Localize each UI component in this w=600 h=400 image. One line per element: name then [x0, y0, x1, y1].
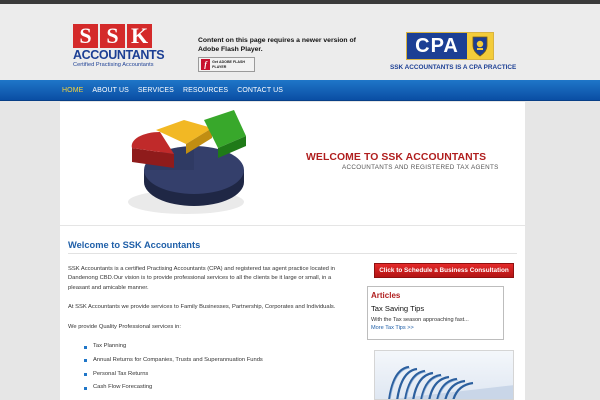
services-paragraph: At SSK Accountants we provide services to Family Businesses, Partnership, Corporates and Individuals.	[68, 304, 336, 311]
flash-player-icon: f	[201, 59, 210, 70]
logo-letters	[73, 24, 155, 48]
page-title: Welcome to SSK Accountants	[68, 240, 201, 250]
flash-notice-text: Content on this page requires a newer version of Adobe Flash Player.	[198, 37, 356, 53]
banner-subtitle: ACCOUNTANTS AND REGISTERED TAX AGENTS	[342, 164, 499, 171]
list-item: Cash Flow Forecasting	[84, 383, 353, 392]
cpa-logo-text: CPA	[407, 33, 467, 59]
logo-letter: S	[100, 24, 125, 48]
pie-chart-graphic	[122, 108, 272, 220]
services-list	[84, 342, 353, 393]
main-column	[68, 265, 353, 397]
flash-notice	[198, 37, 358, 72]
logo-letter: S	[73, 24, 98, 48]
crest-icon	[467, 33, 493, 59]
banner-title: WELCOME TO SSK ACCOUNTANTS	[306, 152, 487, 163]
schedule-consultation-button[interactable]: Click to Schedule a Business Consultation	[374, 263, 514, 278]
articles-heading: Articles	[371, 291, 401, 300]
more-tax-tips-link[interactable]: More Tax Tips >>	[371, 325, 414, 331]
main-navigation	[0, 80, 600, 101]
ssk-logo[interactable]	[73, 23, 165, 70]
cpa-tagline: SSK ACCOUNTANTS IS A CPA PRACTICE	[390, 64, 517, 71]
list-item: Annual Returns for Companies, Trusts and Superannuation Funds	[84, 356, 353, 365]
welcome-banner	[60, 102, 525, 226]
nav-home[interactable]: HOME	[62, 86, 84, 94]
article-title[interactable]: Tax Saving Tips	[371, 304, 425, 313]
sidebar-image	[374, 350, 514, 400]
title-divider	[68, 253, 517, 254]
intro-paragraph: SSK Accountants is a certified Practising Accountants (CPA) and registered tax agent practice located in Dandenong CBD.Our vision is to provide professional services to all the clients be it large or small, in a pleasant and amicable manner.	[68, 266, 336, 291]
list-item: Tax Planning	[84, 342, 353, 351]
articles-box	[367, 286, 504, 340]
flash-button-label: Get ADOBE FLASH PLAYER	[212, 60, 245, 69]
nav-services[interactable]: SERVICES	[137, 86, 174, 94]
quality-paragraph: We provide Quality Professional services in:	[68, 323, 181, 330]
list-item: Personal Tax Returns	[84, 370, 353, 379]
logo-letter: K	[127, 24, 152, 48]
cpa-logo[interactable]	[406, 32, 494, 60]
site-header	[0, 4, 600, 80]
article-excerpt: With the Tax season approaching fast...	[371, 317, 469, 323]
get-flash-player-button[interactable]	[198, 57, 255, 72]
page-content	[60, 102, 525, 400]
binder-rings-graphic	[375, 351, 514, 400]
nav-contact-us[interactable]: CONTACT US	[237, 86, 284, 94]
logo-subtitle: Certified Practising Accountants	[73, 62, 154, 68]
nav-resources[interactable]: RESOURCES	[182, 86, 229, 94]
logo-word: ACCOUNTANTS	[73, 48, 165, 62]
nav-about-us[interactable]: ABOUT US	[92, 86, 129, 94]
